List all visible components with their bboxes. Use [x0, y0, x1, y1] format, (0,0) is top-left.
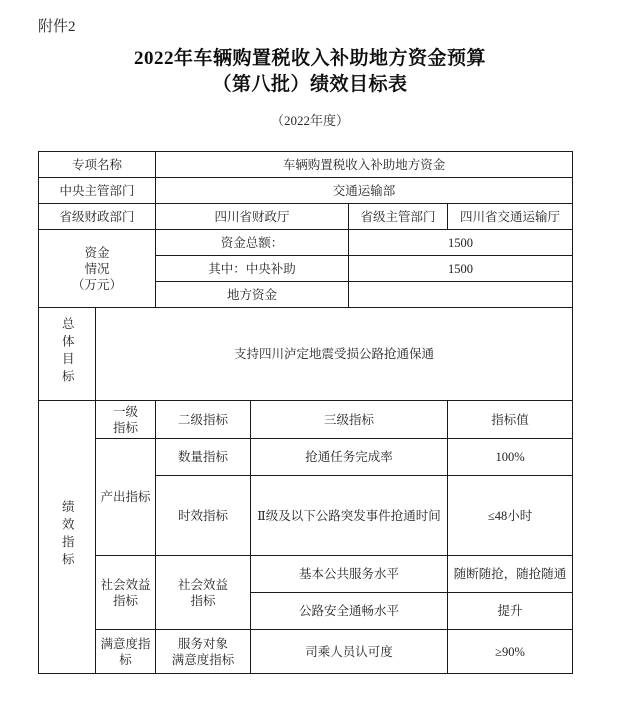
value-overall-goal: 支持四川泸定地震受损公路抢通保通 [96, 308, 573, 401]
label-level3-public-service: 基本公共服务水平 [251, 556, 448, 593]
value-road-safety: 提升 [448, 593, 573, 630]
label-level1-satisfaction [96, 630, 156, 674]
table-row-social-benefit-1 [39, 556, 573, 593]
performance-goal-table [38, 151, 573, 674]
header-indicator-value: 指标值 [448, 401, 573, 439]
label-special-name: 专项名称 [39, 152, 156, 178]
label-level2-timeliness: 时效指标 [156, 476, 251, 556]
fund-label-line-1: 资金 [84, 245, 110, 260]
value-public-service: 随断随抢，随抢随通 [448, 556, 573, 593]
level1-social-benefit-line-1: 社会效益 [100, 577, 151, 592]
label-level1-output: 产出指标 [96, 439, 156, 556]
attachment-label: 附件2 [38, 19, 76, 35]
table-row-satisfaction [39, 630, 573, 674]
label-fund-situation [39, 230, 156, 308]
value-special-name: 车辆购置税收入补助地方资金 [156, 152, 573, 178]
label-level1-social-benefit [96, 556, 156, 630]
label-fund-total: 资金总额： [156, 230, 349, 256]
performance-indicator-label-text: 绩效指标 [60, 500, 75, 570]
table-row-output-quantity [39, 439, 573, 476]
label-provincial-finance-dept: 省级财政部门 [39, 204, 156, 230]
header-level3-indicator: 三级指标 [251, 401, 448, 439]
label-level3-completion-rate: 抢通任务完成率 [251, 439, 448, 476]
value-fund-local [349, 282, 573, 308]
table-row-central-dept [39, 178, 573, 204]
label-fund-local: 地方资金 [156, 282, 349, 308]
level1-social-benefit-line-2: 指标 [113, 593, 139, 608]
label-fund-central-subsidy: 其中：中央补助 [156, 256, 349, 282]
level1-satisfaction-line-2: 标 [119, 652, 132, 667]
label-level3-rescue-time: Ⅱ级及以下公路突发事件抢通时间 [251, 476, 448, 556]
overall-goal-label-text: 总体目标 [60, 317, 75, 387]
header-level1-indicator [96, 401, 156, 439]
table-row-indicator-header [39, 401, 573, 439]
value-completion-rate: 100% [448, 439, 573, 476]
fund-label-line-2: 情况 [84, 261, 110, 276]
label-level2-social-benefit [156, 556, 251, 630]
level2-satisfaction-line-2: 满意度指标 [171, 652, 235, 667]
value-provincial-finance-dept: 四川省财政厅 [156, 204, 349, 230]
level2-social-benefit-line-1: 社会效益 [178, 577, 229, 592]
fund-label-line-3: （万元） [72, 277, 123, 292]
value-central-dept: 交通运输部 [156, 178, 573, 204]
label-overall-goal [39, 308, 96, 401]
header-level1-line-1: 一级 [113, 404, 139, 419]
value-fund-total: 1500 [349, 230, 573, 256]
label-level3-road-safety: 公路安全通畅水平 [251, 593, 448, 630]
value-provincial-competent-dept: 四川省交通运输厅 [448, 204, 573, 230]
table-row-special-name [39, 152, 573, 178]
level2-satisfaction-line-1: 服务对象 [178, 636, 229, 651]
label-provincial-competent-dept: 省级主管部门 [349, 204, 448, 230]
value-rescue-time: ≤48小时 [448, 476, 573, 556]
header-level1-line-2: 指标 [113, 420, 139, 435]
page-title-line-2: （第八批）绩效目标表 [212, 74, 408, 95]
page-title [0, 46, 620, 98]
table-row-overall-goal [39, 308, 573, 401]
value-driver-approval: ≥90% [448, 630, 573, 674]
table-row-provincial-dept [39, 204, 573, 230]
page-subtitle: （2022年度） [270, 113, 349, 128]
label-level2-quantity: 数量指标 [156, 439, 251, 476]
table-row-fund-total [39, 230, 573, 256]
page-title-line-1: 2022年车辆购置税收入补助地方资金预算 [133, 48, 486, 69]
label-level3-driver-approval: 司乘人员认可度 [251, 630, 448, 674]
header-level2-indicator: 二级指标 [156, 401, 251, 439]
value-fund-central-subsidy: 1500 [349, 256, 573, 282]
level1-satisfaction-line-1: 满意度指 [100, 636, 151, 651]
label-level2-satisfaction [156, 630, 251, 674]
label-performance-indicator [39, 401, 96, 674]
label-central-dept: 中央主管部门 [39, 178, 156, 204]
level2-social-benefit-line-2: 指标 [190, 593, 216, 608]
